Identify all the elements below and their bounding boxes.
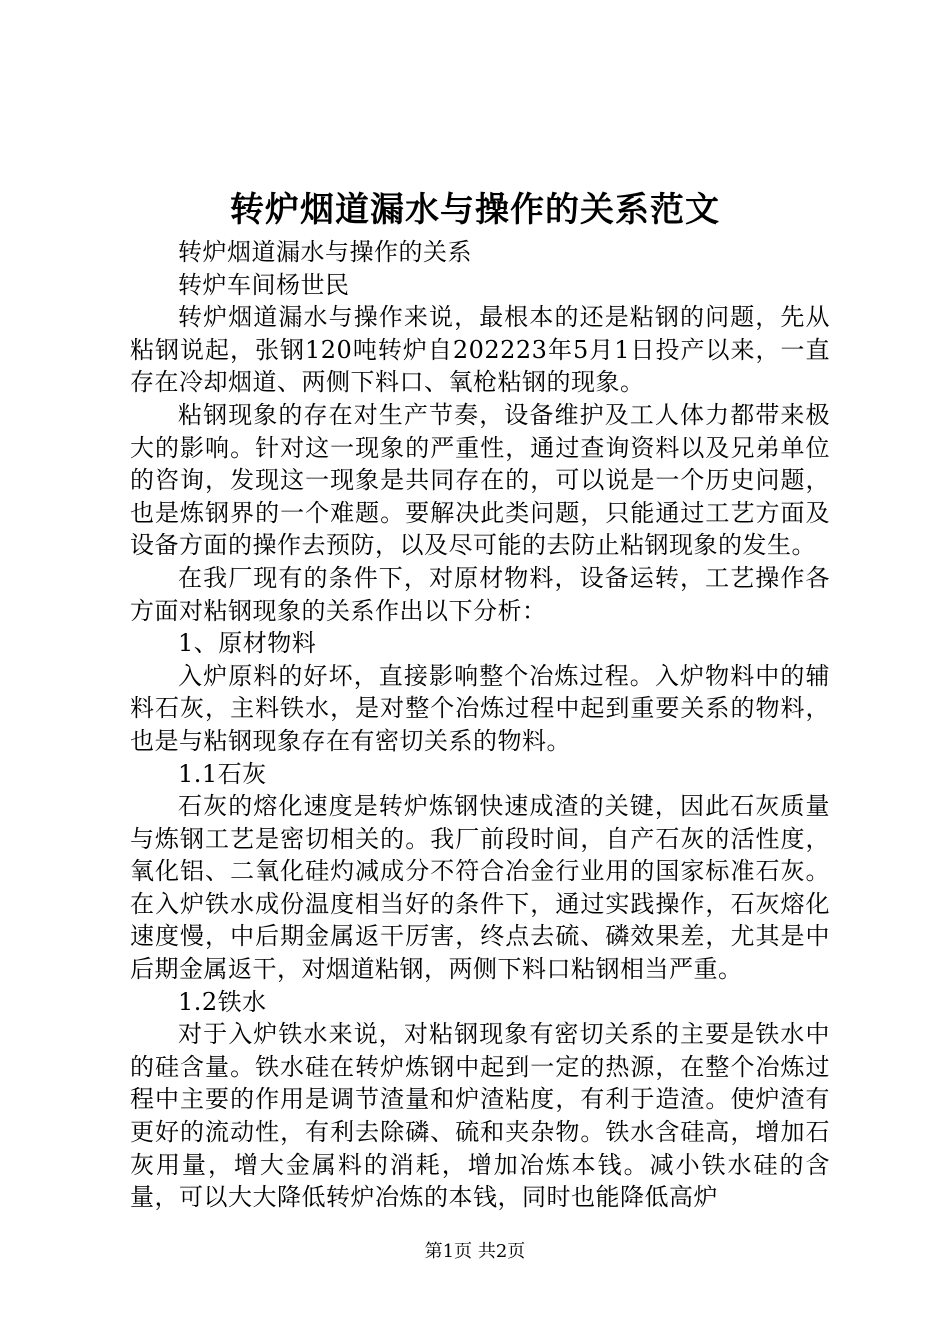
paragraph-analysis-intro: 在我厂现有的条件下，对原材物料，设备运转，工艺操作各方面对粘钢现象的关系作出以下分析： (130, 563, 830, 625)
paragraph-lime: 石灰的熔化速度是转炉炼钢快速成渣的关键，因此石灰质量与炼钢工艺是密切相关的。我厂前段时间，自产石灰的活性度，氧化铝、二氧化硅灼减成分不符合冶金行业用的国家标准石灰。在入炉铁水成份温度相当好的条件下，通过实践操作，石灰熔化速度慢，中后期金属返干厉害，终点去硫、磷效果差，尤其是中后期金属返干，对烟道粘钢，两侧下料口粘钢相当严重。 (130, 792, 830, 984)
paragraph-iron: 对于入炉铁水来说，对粘钢现象有密切关系的主要是铁水中的硅含量。铁水硅在转炉炼钢中起到一定的热源，在整个冶炼过程中主要的作用是调节渣量和炉渣粘度，有利于造渣。使炉渣有更好的流动性，有利去除磷、硫和夹杂物。铁水含硅高，增加石灰用量，增大金属料的消耗，增加冶炼本钱。减小铁水硅的含量，可以大大降低转炉冶炼的本钱，同时也能降低高炉 (130, 1020, 830, 1212)
section-heading-materials: 1、原材物料 (178, 629, 317, 658)
paragraph-intro: 转炉烟道漏水与操作来说，最根本的还是粘钢的问题，先从粘钢说起，张钢120吨转炉自202223年5月1日投产以来，一直存在冷却烟道、两侧下料口、氧枪粘钢的现象。 (130, 303, 830, 397)
document-title: 转炉烟道漏水与操作的关系范文 (230, 190, 720, 230)
paragraph-subtitle: 转炉烟道漏水与操作的关系 (178, 238, 472, 266)
document-body (130, 236, 830, 1214)
paragraph-author: 转炉车间杨世民 (178, 270, 350, 299)
paragraph-impact: 粘钢现象的存在对生产节奏，设备维护及工人体力都带来极大的影响。针对这一现象的严重性，通过查询资料以及兄弟单位的咨询，发现这一现象是共同存在的，可以说是一个历史问题，也是炼钢界的一个难题。要解决此类问题，只能通过工艺方面及设备方面的操作去预防，以及尽可能的去防止粘钢现象的发生。 (130, 400, 830, 560)
section-heading-lime: 1.1石灰 (178, 759, 267, 788)
page-footer: 第1页 共2页 (424, 1241, 526, 1262)
paragraph-materials: 入炉原料的好坏，直接影响整个冶炼过程。入炉物料中的辅料石灰，主料铁水，是对整个冶炼过程中起到重要关系的物料，也是与粘钢现象存在有密切关系的物料。 (130, 661, 830, 755)
section-heading-iron: 1.2铁水 (178, 987, 267, 1016)
